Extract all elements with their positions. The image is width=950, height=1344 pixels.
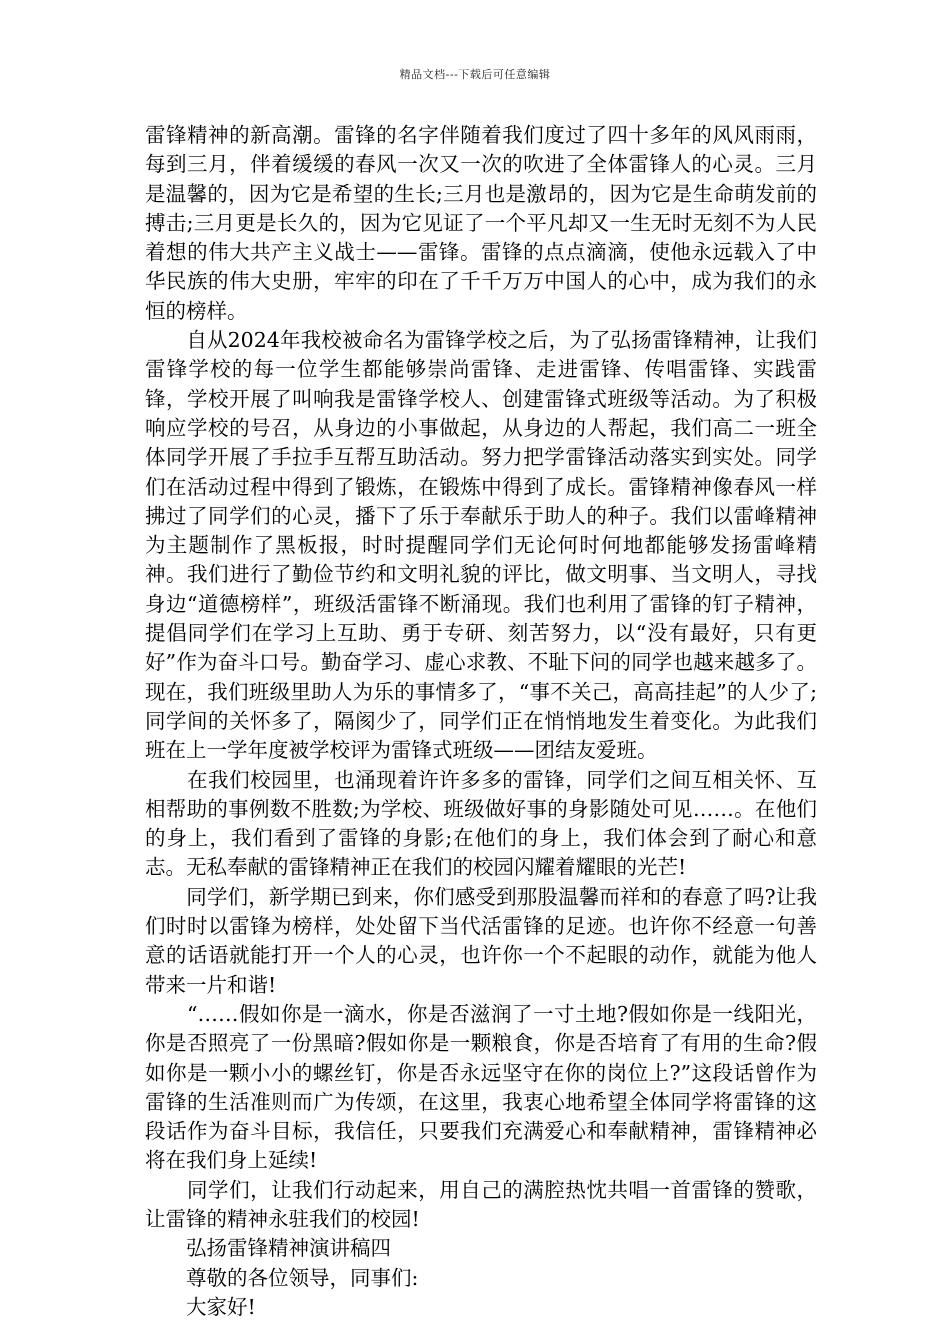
paragraph-3: 在我们校园里，也涌现着许许多多的雷锋，同学们之间互相关怀、互相帮助的事例数不胜数;为学校、班级做好事的身影随处可见……。在他们的身上，我们看到了雷锋的身影;在他们的身上，我们体会到了耐心和意志。无私奉献的雷锋精神正在我们的校园闪耀着耀眼的光芒!	[145, 767, 817, 880]
document-body	[145, 121, 817, 1322]
greeting: 大家好!	[145, 1294, 256, 1319]
speech-title: 弘扬雷锋精神演讲稿四	[145, 1236, 391, 1261]
salutation: 尊敬的各位领导，同事们:	[145, 1265, 419, 1290]
paragraph-6: 同学们，让我们行动起来，用自己的满腔热忱共唱一首雷锋的赞歌，让雷锋的精神永驻我们的校园!	[145, 1177, 817, 1231]
paragraph-1: 雷锋精神的新高潮。雷锋的名字伴随着我们度过了四十多年的风风雨雨，每到三月，伴着缓缓的春风一次又一次的吹进了全体雷锋人的心灵。三月是温馨的，因为它是希望的生长;三月也是激昂的，因为它是生命萌发前的搏击;三月更是长久的，因为它见证了一个平凡却又一生无时无刻不为人民着想的伟大共产主义战士——雷锋。雷锋的点点滴滴，使他永远载入了中华民族的伟大史册，牢牢的印在了千千万万中国人的心中，成为我们的永恒的榜样。	[145, 123, 817, 323]
paragraph-5: “……假如你是一滴水，你是否滋润了一寸土地?假如你是一线阳光，你是否照亮了一份黑暗?假如你是一颗粮食，你是否培育了有用的生命?假如你是一颗小小的螺丝钉，你是否永远坚守在你的岗位上?”这段话曾作为雷锋的生活准则而广为传颂，在这里，我衷心地希望全体同学将雷锋的这段话作为奋斗目标，我信任，只要我们充满爱心和奉献精神，雷锋精神必将在我们身上延续!	[145, 1001, 817, 1173]
paragraph-2: 自从2024年我校被命名为雷锋学校之后，为了弘扬雷锋精神，让我们雷锋学校的每一位学生都能够崇尚雷锋、走进雷锋、传唱雷锋、实践雷锋，学校开展了叫响我是雷锋学校人、创建雷锋式班级等活动。为了积极响应学校的号召，从身边的小事做起，从身边的人帮起，我们高二一班全体同学开展了手拉手互帮互助活动。努力把学雷锋活动落实到实处。同学们在活动过程中得到了锻炼，在锻炼中得到了成长。雷锋精神像春风一样拂过了同学们的心灵，播下了乐于奉献乐于助人的种子。我们以雷峰精神为主题制作了黑板报，时时提醒同学们无论何时何地都能够发扬雷峰精神。我们进行了勤俭节约和文明礼貌的评比，做文明事、当文明人，寻找身边“道德榜样”，班级活雷锋不断涌现。我们也利用了雷锋的钉子精神，提倡同学们在学习上互助、勇于专研、刻苦努力，以“没有最好，只有更好”作为奋斗口号。勤奋学习、虚心求教、不耻下问的同学也越来越多了。现在，我们班级里助人为乐的事情多了，“事不关己，高高挂起”的人少了;同学间的关怀多了，隔阂少了，同学们正在悄悄地发生着变化。为此我们班在上一学年度被学校评为雷锋式班级——团结友爱班。	[145, 328, 817, 763]
page-header: 精品文档---下载后可任意编辑	[399, 68, 551, 81]
paragraph-4: 同学们，新学期已到来，你们感受到那股温馨而祥和的春意了吗?让我们时时以雷锋为榜样，处处留下当代活雷锋的足迹。也许你不经意一句善意的话语就能打开一个人的心灵，也许你一个不起眼的动作，就能为他人带来一片和谐!	[145, 884, 817, 997]
